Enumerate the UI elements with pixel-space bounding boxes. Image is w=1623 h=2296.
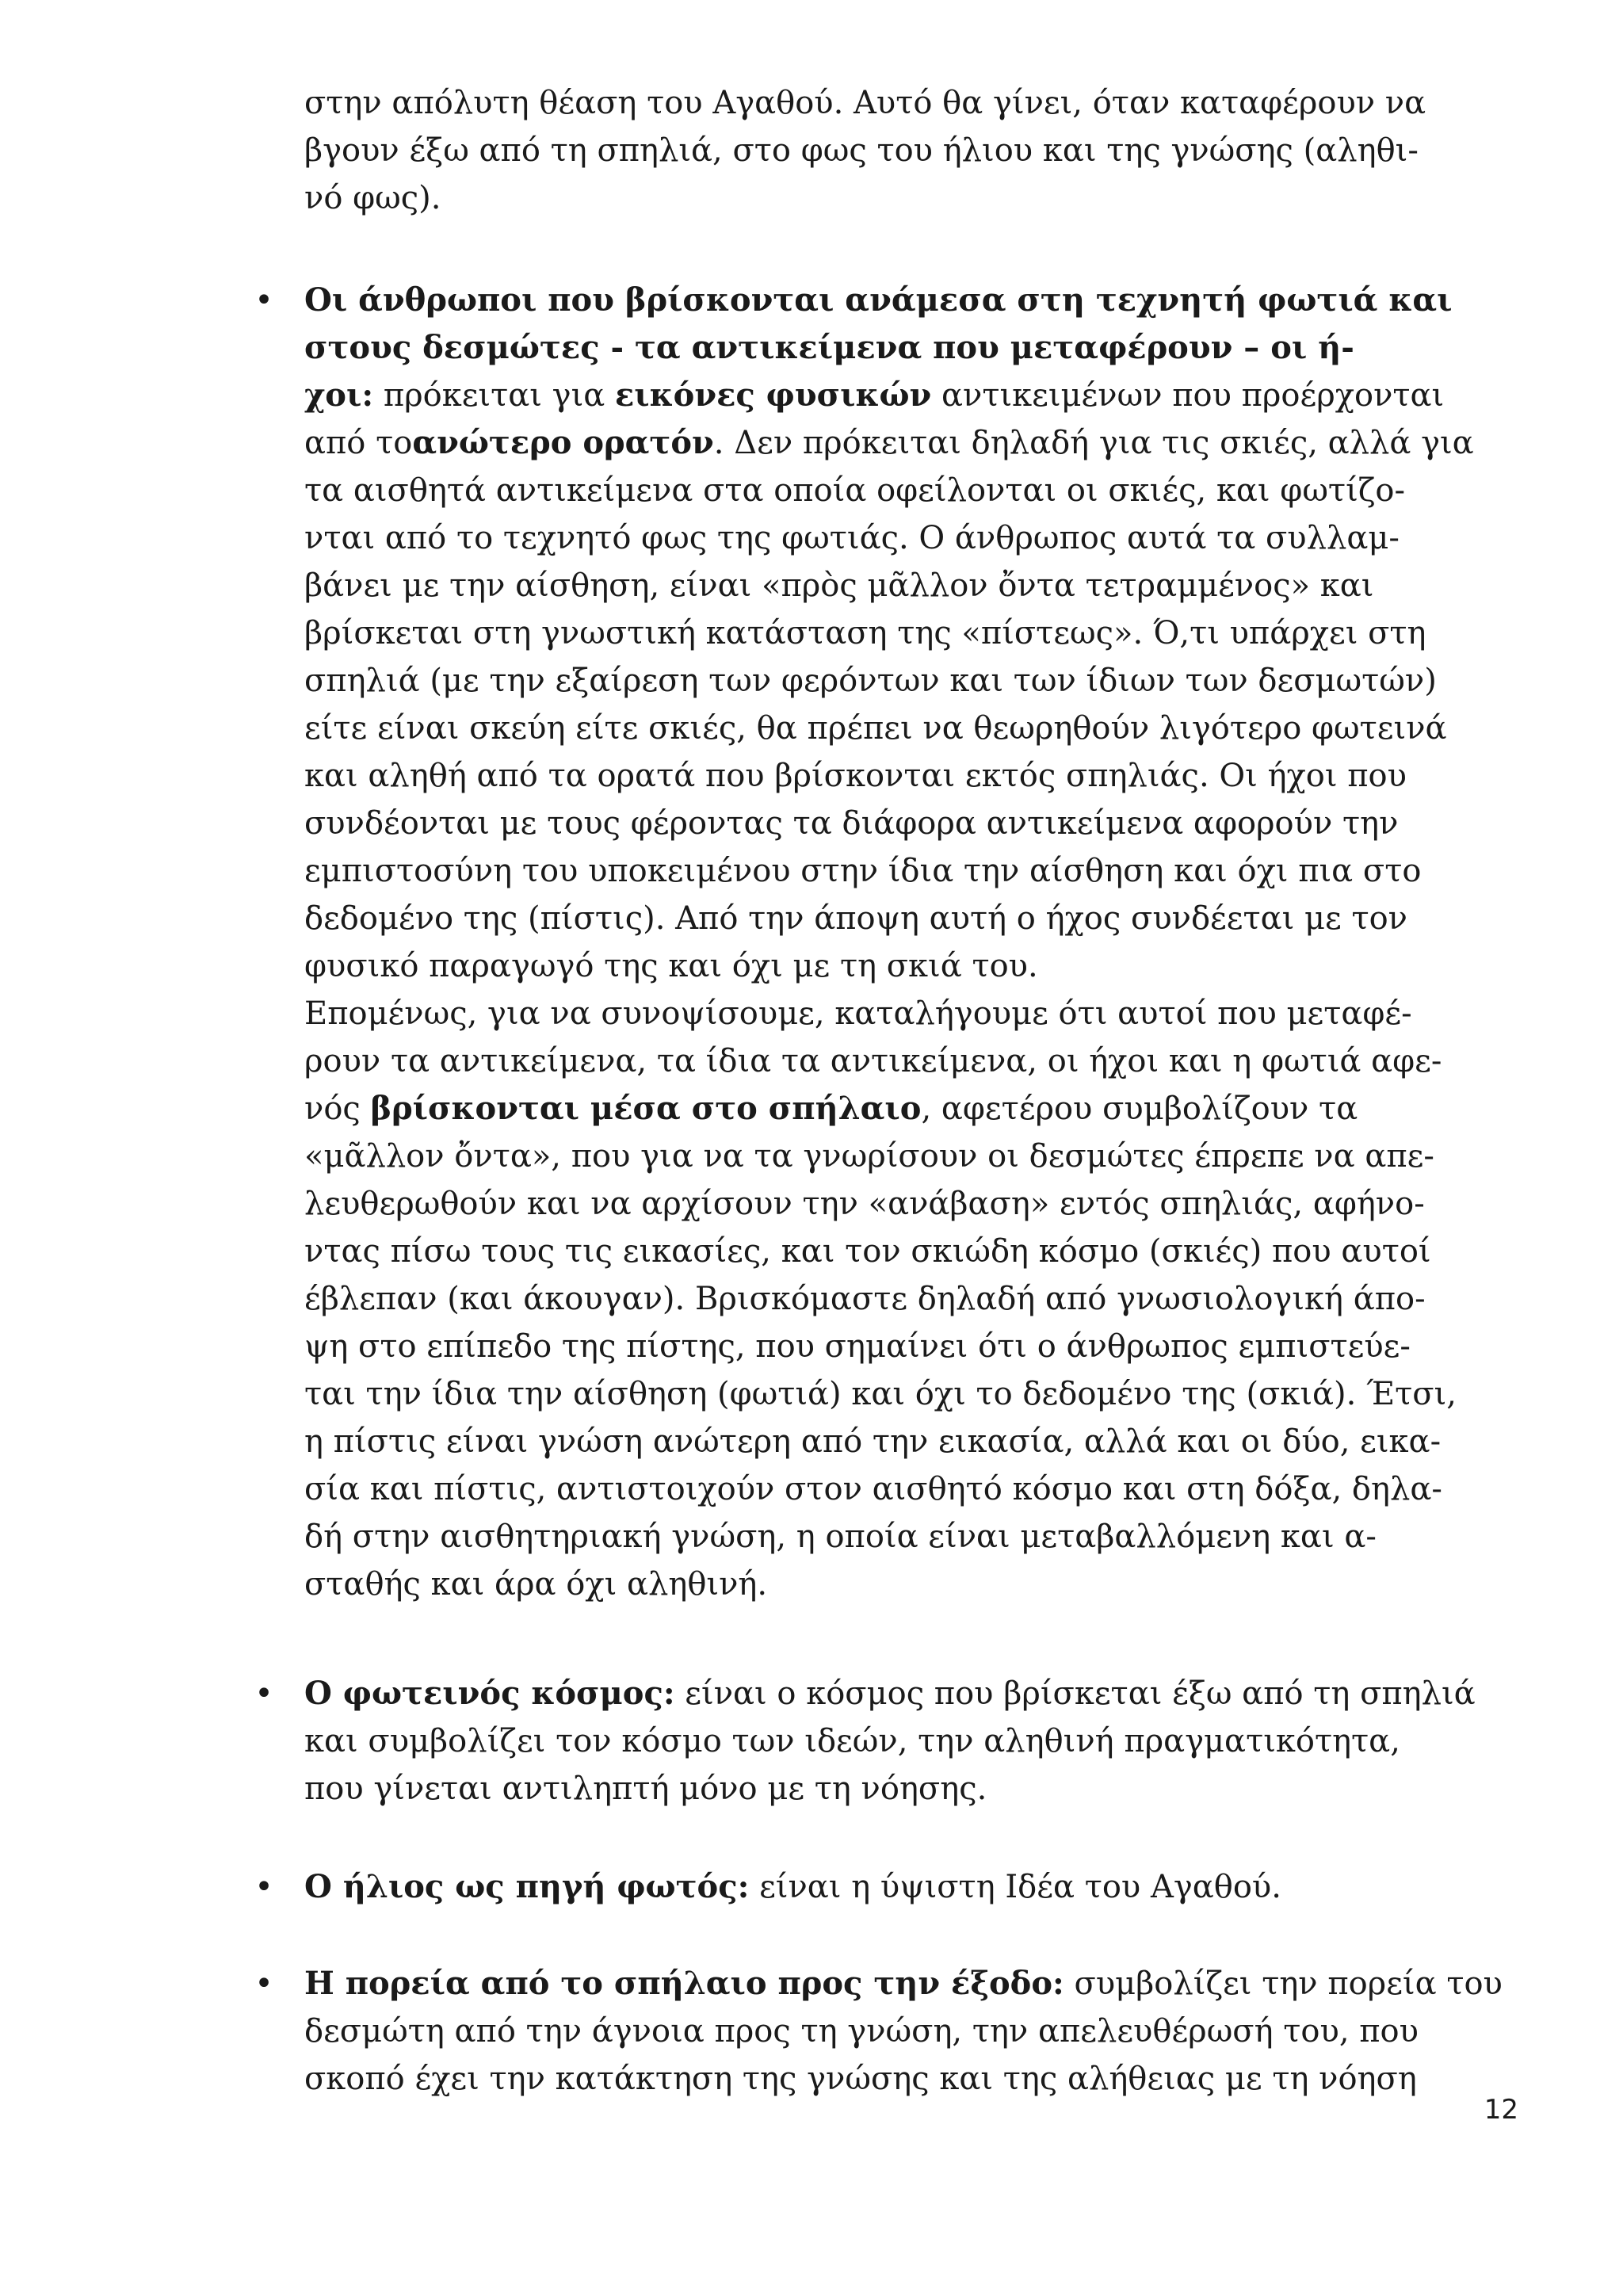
text-fragment: πρόκειται για: [373, 377, 615, 414]
section-people-between-fire-and-prisoners: [304, 277, 1474, 1608]
section-title-fragment: χοι:: [304, 376, 374, 414]
paragraph-line: σκοπό έχει την κατάκτηση της γνώσης και της αλήθειας με τη νόηση: [304, 2061, 1417, 2097]
section-path-to-exit: [304, 1960, 1503, 2103]
paragraph-line: σπηλιά (με την εξαίρεση των φερόντων και των ίδιων των δεσμωτών): [304, 663, 1437, 699]
paragraph-line: σία και πίστις, αντιστοιχούν στον αισθητό κόσμο και στη δόξα, δηλα-: [304, 1471, 1442, 1507]
paragraph-line: έβλεπαν (και άκουγαν). Βρισκόμαστε δηλαδή από γνωσιολογική άπο-: [304, 1281, 1426, 1317]
paragraph-line: [304, 1085, 1469, 1133]
section-title: Ο ήλιος ως πηγή φωτός:: [304, 1868, 750, 1905]
text-fragment: νός: [304, 1091, 371, 1127]
paragraph-line: δεδομένο της (πίστις). Από την άποψη αυτή ο ήχος συνδέεται με τον: [304, 900, 1407, 937]
intro-paragraph: [304, 79, 1469, 222]
paragraph-line: η πίστις είναι γνώση ανώτερη από την εικασία, αλλά και οι δύο, εικα-: [304, 1423, 1442, 1460]
paragraph-line: βρίσκεται στη γνωστική κατάσταση της «πίστεως». Ό,τι υπάρχει στη: [304, 615, 1426, 651]
text-fragment: . Δεν πρόκειται δηλαδή για τις σκιές, αλλά για: [713, 425, 1474, 461]
emphasis-fragment: ανώτερο ορατόν: [412, 424, 714, 461]
paragraph-line: ται την ίδια την αίσθηση (φωτιά) και όχι το δεδομένο της (σκιά). Έτσι,: [304, 1376, 1457, 1412]
paragraph-line: εμπιστοσύνη του υποκειμένου στην ίδια την αίσθηση και όχι πια στο: [304, 853, 1422, 889]
paragraph-line: [304, 419, 1474, 467]
section-bright-world: [304, 1670, 1476, 1813]
paragraph-line: και συμβολίζει τον κόσμο των ιδεών, την αληθινή πραγματικότητα,: [304, 1723, 1400, 1759]
bullet-icon: •: [254, 1869, 273, 1905]
paragraph-line: ντας πίσω τους τις εικασίες, και τον σκιώδη κόσμο (σκιές) που αυτοί: [304, 1233, 1431, 1270]
paragraph-line: συνδέονται με τους φέροντας τα διάφορα αντικείμενα αφορούν την: [304, 805, 1399, 842]
paragraph-line: Επομένως, για να συνοψίσουμε, καταλήγουμε ότι αυτοί που μεταφέ-: [304, 995, 1412, 1032]
paragraph-line: βάνει με την αίσθηση, είναι «πρὸς μᾶλλον ὄντα τετραμμένος» και: [304, 567, 1374, 604]
paragraph-line: που γίνεται αντιληπτή μόνο με τη νόησης.: [304, 1771, 987, 1807]
paragraph-line: δή στην αισθητηριακή γνώση, η οποία είναι μεταβαλλόμενη και α-: [304, 1519, 1377, 1555]
paragraph-line: και αληθή από τα ορατά που βρίσκονται εκτός σπηλιάς. Οι ήχοι που: [304, 758, 1407, 794]
intro-line: στην απόλυτη θέαση του Αγαθού. Αυτό θα γίνει, όταν καταφέρουν να: [304, 85, 1426, 121]
text-fragment: από το: [304, 425, 413, 461]
emphasis-fragment: βρίσκονται μέσα στο σπήλαιο: [370, 1090, 922, 1127]
paragraph-line: λευθερωθούν και να αρχίσουν την «ανάβαση» εντός σπηλιάς, αφήνο-: [304, 1186, 1425, 1222]
paragraph-line: νται από το τεχνητό φως της φωτιάς. Ο άνθρωπος αυτά τα συλλαμ-: [304, 520, 1400, 556]
paragraph-line: «μᾶλλον ὄντα», που για να τα γνωρίσουν οι δεσμώτες έπρεπε να απε-: [304, 1138, 1434, 1175]
paragraph-line: δεσμώτη από την άγνοια προς τη γνώση, την απελευθέρωσή του, που: [304, 2013, 1419, 2050]
section-sun-as-light-source: [304, 1863, 1469, 1911]
emphasis-fragment: εικόνες φυσικών: [614, 376, 932, 414]
section-title: Ο φωτεινός κόσμος:: [304, 1675, 675, 1712]
paragraph-line: [304, 1670, 1476, 1717]
paragraph-line: [304, 1863, 1469, 1911]
paragraph-line: σταθής και άρα όχι αληθινή.: [304, 1566, 768, 1603]
paragraph-line: [304, 1960, 1503, 2008]
bullet-icon: •: [254, 1966, 273, 2002]
text-fragment: , αφετέρου συμβολίζουν τα: [921, 1091, 1358, 1127]
paragraph-line: ρουν τα αντικείμενα, τα ίδια τα αντικείμενα, οι ήχοι και η φωτιά αφε-: [304, 1043, 1442, 1079]
bullet-icon: •: [254, 282, 273, 319]
page-number: 12: [1484, 2094, 1518, 2126]
paragraph-line: είτε είναι σκεύη είτε σκιές, θα πρέπει να θεωρηθούν λιγότερο φωτεινά: [304, 710, 1447, 747]
section-title-line: στους δεσμώτες - τα αντικείμενα που μεταφέρουν – οι ή-: [304, 329, 1354, 366]
text-fragment: είναι η ύψιστη Ιδέα του Αγαθού.: [749, 1869, 1281, 1905]
text-fragment: συμβολίζει την πορεία του: [1064, 1966, 1503, 2002]
paragraph-line: φυσικό παραγωγό της και όχι με τη σκιά του.: [304, 948, 1038, 984]
text-fragment: αντικειμένων που προέρχονται: [931, 377, 1445, 414]
section-title-line: Οι άνθρωποι που βρίσκονται ανάμεσα στη τεχνητή φωτιά και: [304, 281, 1453, 319]
intro-line: βγουν έξω από τη σπηλιά, στο φως του ήλιου και της γνώσης (αληθι-: [304, 132, 1419, 169]
paragraph-line: [304, 372, 1469, 419]
paragraph-line: ψη στο επίπεδο της πίστης, που σημαίνει ότι ο άνθρωπος εμπιστεύε-: [304, 1328, 1411, 1365]
paragraph-line: τα αισθητά αντικείμενα στα οποία οφείλονται οι σκιές, και φωτίζο-: [304, 472, 1406, 509]
bullet-icon: •: [254, 1675, 273, 1712]
text-fragment: είναι ο κόσμος που βρίσκεται έξω από τη σπηλιά: [674, 1675, 1476, 1712]
intro-line: νό φως).: [304, 180, 441, 216]
section-title: Η πορεία από το σπήλαιο προς την έξοδο:: [304, 1965, 1064, 2002]
